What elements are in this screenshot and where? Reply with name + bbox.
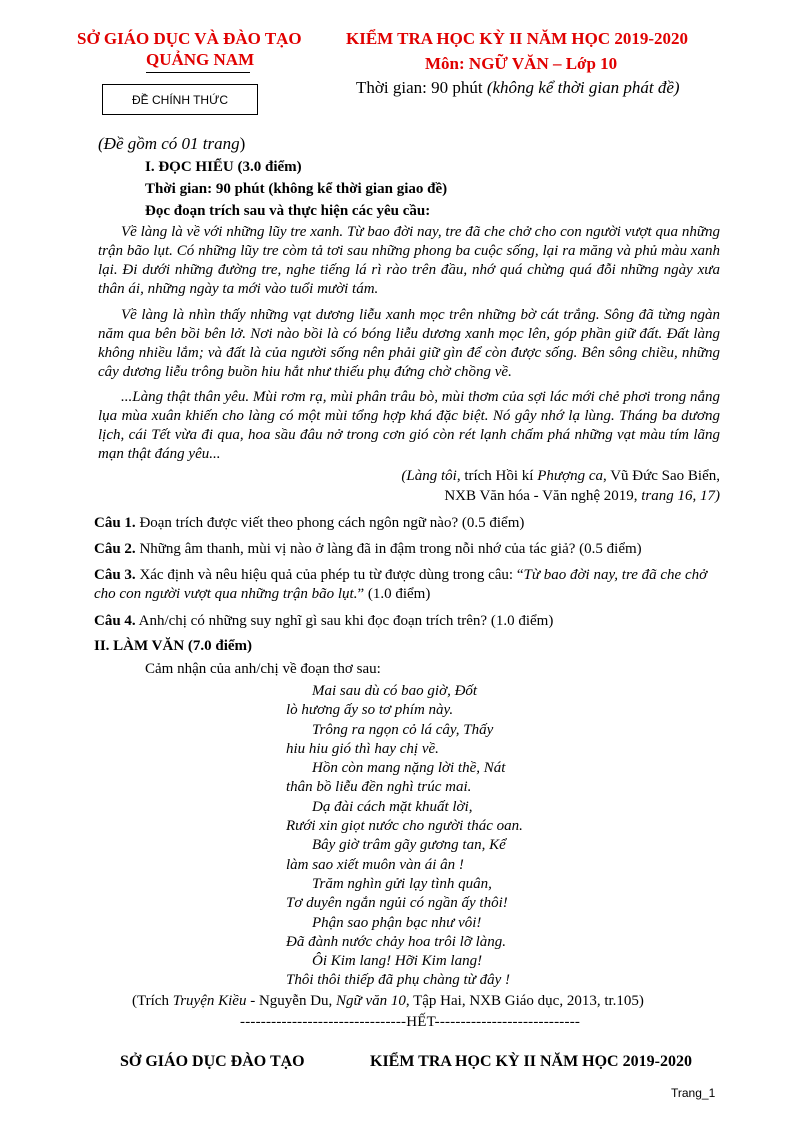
exam-time-note: (không kể thời gian phát đề)	[486, 78, 680, 97]
pages-note-close: )	[239, 134, 246, 153]
citation-mid: - Nguyễn Du,	[246, 993, 337, 1009]
source-pages: trang 16, 17	[641, 488, 715, 504]
official-stamp-box	[102, 84, 258, 115]
poem-line: Rưới xin giọt nước cho người thác oan.	[286, 818, 523, 835]
poem-line: Phận sao phận bạc như vôi!	[312, 914, 482, 931]
question-2-text: Những âm thanh, mùi vị nào ở làng đã in đậm trong nỗi nhớ của tác giả? (0.5 điểm)	[135, 541, 642, 557]
citation-pre: (Trích	[132, 993, 173, 1009]
poem	[286, 682, 523, 991]
passage-paragraph-2: Về làng là nhìn thấy những vạt dương liễu xanh mọc trên những bờ cát trắng. Sông đã từng ngàn năm qua bên bồi bên lở. Nơi nào bồi là có bóng liễu dương xanh mọc lên, góp phần giữ đất. Đất làng không nhiều lắm; và đất là của người sống nên phải giữ gìn để còn được sống. Bên sông chiều, những cây dương liễu trông buồn hiu hắt như thiếu phụ đứng chờ chồng về.	[98, 307, 720, 380]
official-label: ĐỀ CHÍNH THỨC	[131, 93, 229, 107]
question-2-label: Câu 2.	[94, 541, 136, 557]
footer-exam-title: KIỂM TRA HỌC KỲ II NĂM HỌC 2019-2020	[370, 1053, 692, 1070]
poem-citation	[132, 992, 644, 1011]
poem-line: Ôi Kim lang! Hỡi Kim lang!	[312, 953, 483, 970]
exam-time-line	[356, 78, 680, 98]
province-name: QUẢNG NAM	[146, 50, 255, 69]
part1-heading: I. ĐỌC HIỂU (3.0 điểm)	[145, 159, 302, 175]
subject-line: Môn: NGỮ VĂN – Lớp 10	[425, 54, 618, 73]
exam-time-label: Thời gian: 90 phút	[356, 78, 483, 97]
poem-line: lò hương ấy so tơ phím này.	[286, 702, 454, 719]
question-2	[94, 540, 642, 559]
department-name: SỞ GIÁO DỤC VÀ ĐÀO TẠO	[77, 29, 302, 48]
question-3-quote: Từ bao đời nay, tre đã che chở cho con người vượt qua những trận bão lụt.	[94, 567, 708, 602]
source-mid-1: , trích Hồi kí	[456, 468, 538, 484]
source-mid-2: , Vũ Đức Sao Biển,	[602, 468, 720, 484]
part1-instruction: Đọc đoạn trích sau và thực hiện các yêu cầu:	[145, 203, 431, 219]
poem-line: Dạ đài cách mặt khuất lời,	[312, 798, 473, 815]
poem-line: thân bồ liễu đền nghì trúc mai.	[286, 779, 472, 796]
source-title-2: Phượng ca	[537, 468, 603, 484]
citation-post: , Tập Hai, NXB Giáo dục, 2013, tr.105)	[405, 993, 644, 1009]
poem-line: Tơ duyên ngắn ngủi có ngần ấy thôi!	[286, 895, 508, 912]
question-3-post: ” (1.0 điểm)	[357, 586, 431, 602]
exam-title: KIỂM TRA HỌC KỲ II NĂM HỌC 2019-2020	[346, 29, 689, 48]
poem-line: Đã đành nước chảy hoa trôi lỡ làng.	[286, 933, 507, 950]
footer-department: SỞ GIÁO DỤC ĐÀO TẠO	[120, 1053, 305, 1070]
poem-line: Hồn còn mang nặng lời thề, Nát	[312, 760, 506, 777]
part2-prompt: Cảm nhận của anh/chị về đoạn thơ sau:	[145, 661, 381, 677]
poem-line: hiu hiu gió thì hay chị về.	[286, 740, 439, 757]
question-3	[94, 566, 720, 604]
citation-title: Truyện Kiều	[172, 993, 247, 1009]
passage-source-line-1	[401, 467, 720, 486]
passage-paragraph-1: Về làng là về với những lũy tre xanh. Từ bao đời nay, tre đã che chở cho con người vượt qua những trận bão lụt. Có những lũy tre còm tả tơi sau những phong ba cuộc sống, lại ra măng và phủ màu xanh lại. Đi dưới những đường tre, nghe tiếng lá rì rào trên đầu, nhớ quá chừng quá đỗi những ngày xưa thân ái, những ngày ta mới vào tuổi mười tám.	[98, 224, 720, 297]
poem-line: Bây giờ trâm gãy gương tan, Kể	[312, 837, 506, 854]
passage-paragraph-3: ...Làng thật thân yêu. Mùi rơm rạ, mùi phân trâu bò, mùi thơm của sợi lác mới chẻ phơi trong nắng lụa mùa xuân khiến cho làng có một mùi tổng hợp khá đặc biệt. Nó gây nhớ lạ lùng. Tháng ba dương lịch, cái Tết vừa đi qua, hoa sầu đâu nở trong cơn gió còn rét lạnh chấm phá những vạt màu tím lãng mạn thật đáng yêu...	[98, 389, 720, 462]
province-underline	[146, 72, 250, 73]
citation-book: Ngữ văn 10	[336, 993, 406, 1009]
source-title-1: Làng tôi	[406, 468, 457, 484]
page-number: Trang_1	[671, 1086, 716, 1100]
source-publisher: NXB Văn hóa - Văn nghệ 2019,	[444, 488, 642, 504]
poem-line: Trăm nghìn gửi lạy tình quân,	[312, 875, 492, 892]
poem-line: Trông ra ngọn cỏ lá cây, Thấy	[312, 721, 494, 738]
pages-note	[98, 134, 245, 154]
part1-time: Thời gian: 90 phút (không kể thời gian giao đề)	[145, 181, 448, 197]
question-1-text: Đoạn trích được viết theo phong cách ngôn ngữ nào? (0.5 điểm)	[135, 515, 525, 531]
pages-note-text: (Đề gồm có 01 trang	[98, 134, 240, 153]
question-1-label: Câu 1.	[94, 515, 136, 531]
question-1	[94, 514, 524, 533]
poem-line: Mai sau dù có bao giờ, Đốt	[312, 683, 478, 699]
question-4-text: Anh/chị có những suy nghĩ gì sau khi đọc đoạn trích trên? (1.0 điểm)	[135, 613, 554, 629]
end-marker: --------------------------------HẾT----------------------------	[240, 1014, 581, 1030]
question-3-label: Câu 3.	[94, 567, 136, 583]
question-3-pre: Xác định và nêu hiệu quả của phép tu từ được dùng trong câu: “	[135, 567, 524, 583]
passage-source-line-2	[444, 487, 720, 506]
poem-line: Thôi thôi thiếp đã phụ chàng từ đây !	[286, 972, 510, 989]
question-4-label: Câu 4.	[94, 613, 136, 629]
source-open: (	[401, 468, 407, 484]
question-4	[94, 612, 553, 631]
part2-heading: II. LÀM VĂN (7.0 điểm)	[94, 638, 253, 654]
poem-line: làm sao xiết muôn vàn ái ân !	[286, 856, 464, 873]
source-close: )	[715, 488, 720, 504]
